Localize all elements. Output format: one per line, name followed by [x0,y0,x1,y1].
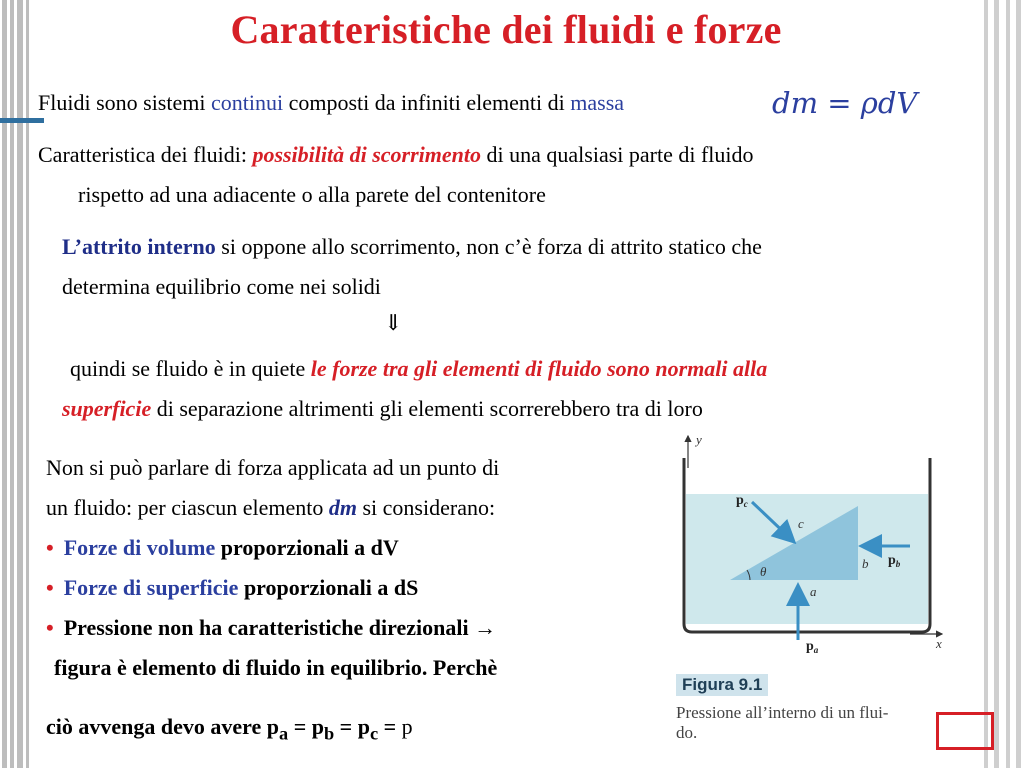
caratteristica-line2: rispetto ad una adiacente o alla parete del contenitore [78,182,546,207]
quindi-text: quindi se fluido è in quiete [70,356,311,381]
caption-line2: do. [676,723,698,742]
sub-c: c [369,723,379,744]
forza-line2-text: un fluido: per ciascun elemento [46,495,329,520]
forza-line2-post: si considerano: [356,495,496,520]
massa-word: massa [570,90,625,115]
dm-highlight: dm [328,495,357,520]
sub-a: a [279,723,289,744]
eq3: = [378,714,402,739]
caption-line1: Pressione all’interno di un flui- [676,703,889,722]
forza-line2 [46,495,495,521]
quindi-post: di separazione altrimenti gli elementi scorrerebbero tra di loro [151,396,703,421]
forze-volume-text: proporzionali a dV [215,535,399,560]
caratteristica-post: di una qualsiasi parte di fluido [481,142,754,167]
attrito-highlight: L’attrito interno [62,234,216,259]
intro-mid-text: composti da infiniti elementi di [283,90,571,115]
sub-b: b [323,723,335,744]
caratteristica-text: Caratteristica dei fluidi: [38,142,253,167]
attrito-line [62,234,762,260]
attrito-line2: determina equilibrio come nei solidi [62,274,381,299]
bullet-forze-superficie [46,575,418,601]
eq2: = p [334,714,370,739]
label-b: b [862,556,869,571]
figure-label: Figura 9.1 [676,674,768,696]
attrito-post: si oppone allo scorrimento, non c’è forza di attrito statico che [215,234,762,259]
figure-caption [676,703,966,743]
bullet-icon: • [46,535,54,560]
label-pa: $p_a$ [806,639,819,655]
slide-title: Caratteristiche dei fluidi e forze [230,7,782,52]
forza-line1: Non si può parlare di forza applicata ad un punto di [46,455,500,480]
quindi-line [70,356,767,382]
forze-normali-highlight: le forze tra gli elementi di fluido sono normali alla [310,356,768,381]
bullet-pressione [46,615,496,641]
left-stripes-decoration [0,0,36,768]
scorrimento-highlight: possibilità di scorrimento [252,142,482,167]
conclusion-text: ciò avvenga devo avere p [46,714,280,739]
quindi-line2 [62,396,703,422]
conclusion-line [46,714,413,744]
label-a: a [810,584,817,599]
intro-line [38,90,624,116]
accent-line [0,118,44,123]
axis-y-label: y [696,432,702,447]
bullet-icon: • [46,575,54,600]
forze-volume-label: Forze di volume [63,535,216,560]
right-stripes-decoration [980,0,1024,768]
intro-text: Fluidi sono sistemi [38,90,211,115]
eq1: = p [288,714,324,739]
label-theta: θ [760,564,767,579]
axis-x-label: x [936,636,942,651]
superficie-highlight: superficie [62,396,152,421]
bullet-forze-volume [46,535,399,561]
label-pb: $p_b$ [888,553,901,569]
label-c: c [798,516,804,531]
forze-superficie-text: proporzionali a dS [238,575,419,600]
mass-formula: dm = ρdV [772,86,918,120]
pressione-line2: figura è elemento di fluido in equilibrio. Perchè [54,655,498,680]
label-pc: $p_c$ [736,493,748,509]
pressione-text: Pressione non ha caratteristiche direzionali → [63,615,497,640]
caratteristica-line [38,142,754,168]
fluid-element-figure [650,428,950,668]
pressure-p: p [401,714,413,739]
down-arrow-icon: ⇓ [384,310,403,335]
bullet-icon: • [46,615,54,640]
continui-word: continui [210,90,284,115]
forze-superficie-label: Forze di superficie [63,575,239,600]
